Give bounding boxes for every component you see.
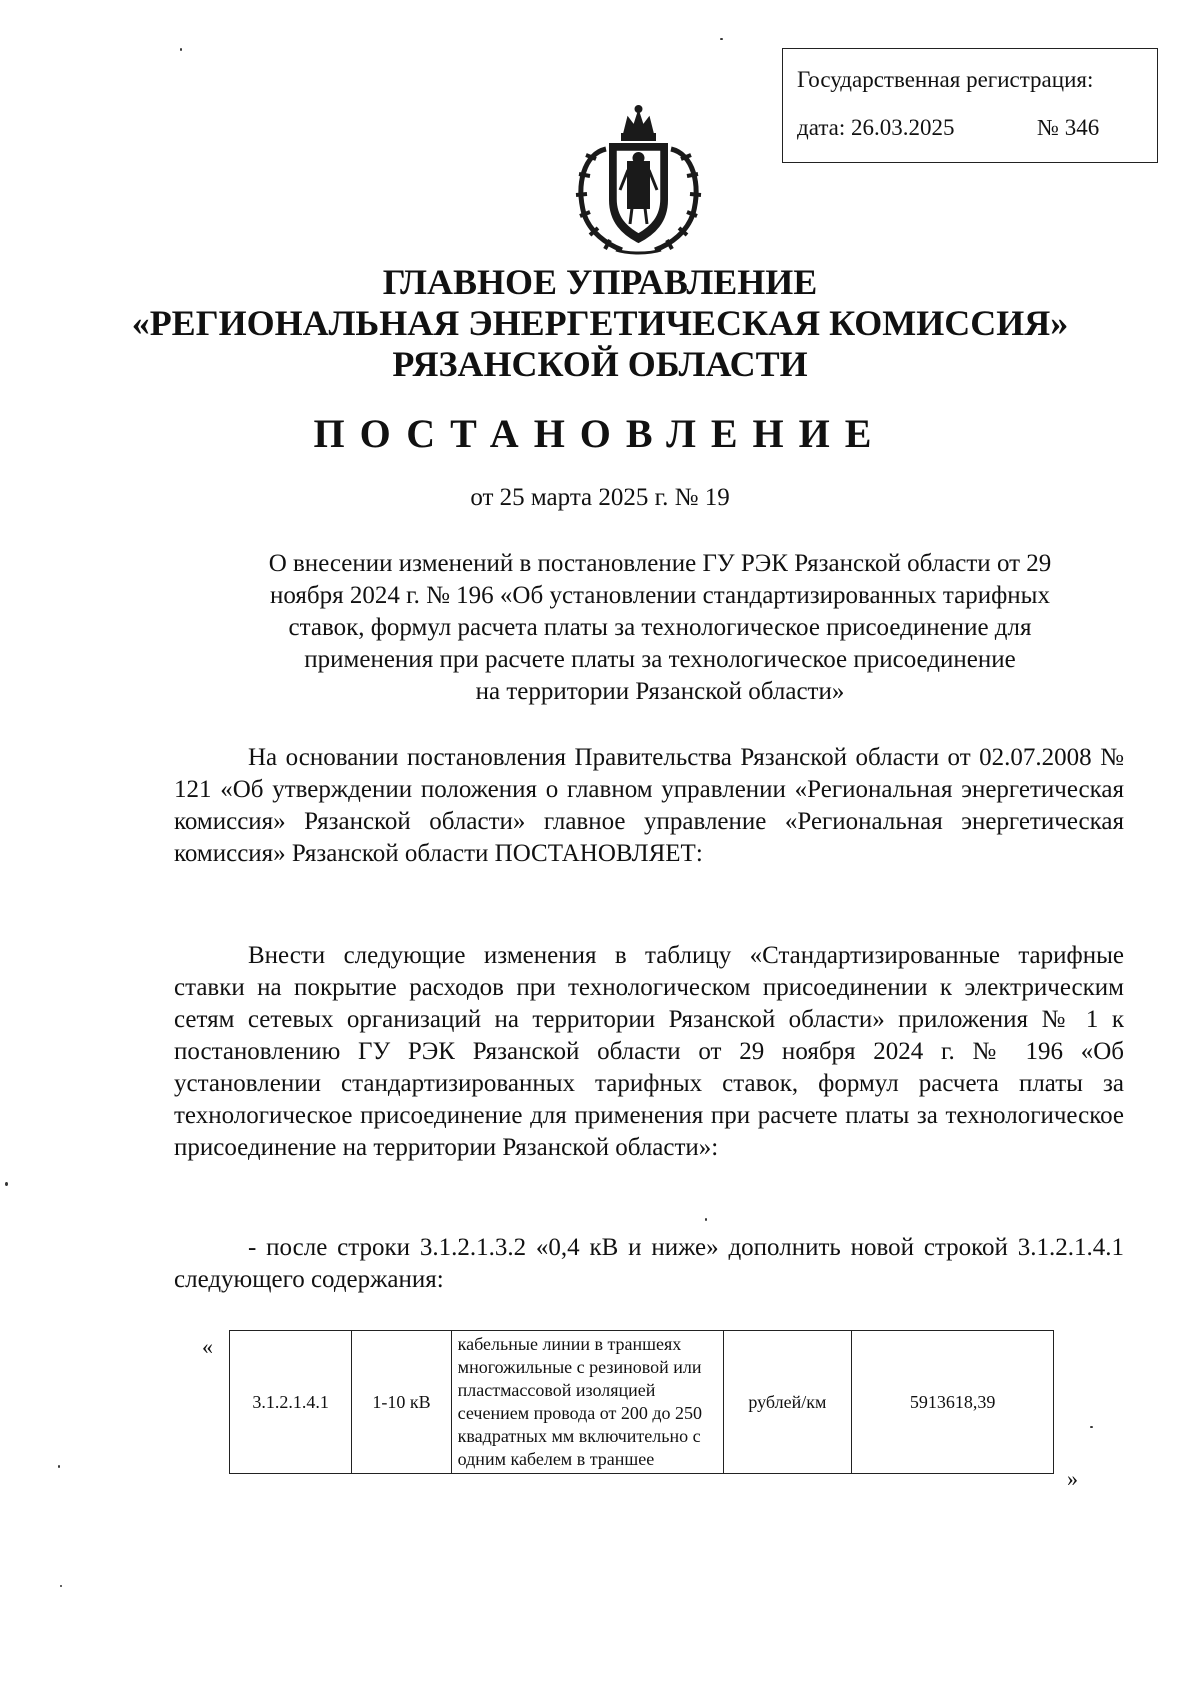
table-quote-open: «	[202, 1334, 213, 1359]
authority-line-3: РЯЗАНСКОЙ ОБЛАСТИ	[392, 344, 808, 384]
row-value-cell: 5913618,39	[852, 1331, 1054, 1474]
table-row	[230, 1331, 1054, 1474]
scan-speck	[720, 38, 723, 40]
body-paragraph-2: Внести следующие изменения в таблицу «Стандартизированные тарифные ставки на покрытие расходов при технологическом присоединении к электрическим сетям сетевых организаций на территории Рязанской области» приложения № 1 к постановлению ГУ РЭК Рязанской области от 29 ноября 2024 г. № 196 «Об установлении стандартизированных тарифных ставок, формул расчета платы за технологическое присоединение для применения при расчете платы за технологическое присоединение на территории Рязанской области»:	[174, 942, 1124, 1161]
subject-line-5: на территории Рязанской области»	[475, 678, 845, 705]
document-subject	[160, 548, 1160, 708]
subject-line-3: ставок, формул расчета платы за технологическое присоединение для	[288, 614, 1032, 641]
row-description-cell: кабельные линии в траншеях многожильные с резиновой или пластмассовой изоляцией сечением провода от 200 до 250 квадратных мм включительно с одним кабелем в траншее	[451, 1331, 723, 1474]
scan-speck	[58, 1465, 60, 1468]
registration-date: дата: 26.03.2025	[797, 115, 955, 140]
document-date-number: от 25 марта 2025 г. № 19	[470, 484, 730, 511]
scan-speck	[705, 1218, 707, 1221]
scan-speck	[180, 48, 182, 51]
authority-line-1: ГЛАВНОЕ УПРАВЛЕНИЕ	[382, 262, 818, 302]
row-unit-cell: рублей/км	[723, 1331, 852, 1474]
row-code-cell: 3.1.2.1.4.1	[230, 1331, 352, 1474]
scan-speck	[5, 1182, 8, 1186]
body-paragraph-3: - после строки 3.1.2.1.3.2 «0,4 кВ и ниже» дополнить новой строкой 3.1.2.1.4.1 следующего содержания:	[174, 1234, 1124, 1293]
scan-speck	[1090, 1426, 1093, 1428]
scan-speck	[60, 1585, 62, 1587]
registration-stamp	[782, 48, 1158, 163]
body-paragraph-1: На основании постановления Правительства Рязанской области от 02.07.2008 № 121 «Об утверждении положения о главном управлении «Региональная энергетическая комиссия» Рязанской области» главное управление «Региональная энергетическая комиссия» Рязанской области ПОСТАНОВЛЯЕТ:	[174, 744, 1124, 867]
tariff-table	[229, 1330, 1054, 1474]
document-type-title: ПОСТАНОВЛЕНИЕ	[313, 411, 887, 456]
coat-of-arms-icon	[566, 104, 711, 256]
subject-line-2: ноября 2024 г. № 196 «Об установлении стандартизированных тарифных	[270, 582, 1050, 609]
registration-title: Государственная регистрация:	[797, 67, 1094, 92]
registration-number: № 346	[1037, 115, 1100, 140]
row-voltage-cell: 1-10 кВ	[352, 1331, 451, 1474]
subject-line-4: применения при расчете платы за технологическое присоединение	[304, 646, 1016, 673]
table-quote-close: »	[1067, 1466, 1078, 1491]
authority-line-2: «РЕГИОНАЛЬНАЯ ЭНЕРГЕТИЧЕСКАЯ КОМИССИЯ»	[131, 303, 1069, 343]
authority-header	[0, 262, 1200, 385]
subject-line-1: О внесении изменений в постановление ГУ РЭК Рязанской области от 29	[268, 550, 1052, 577]
